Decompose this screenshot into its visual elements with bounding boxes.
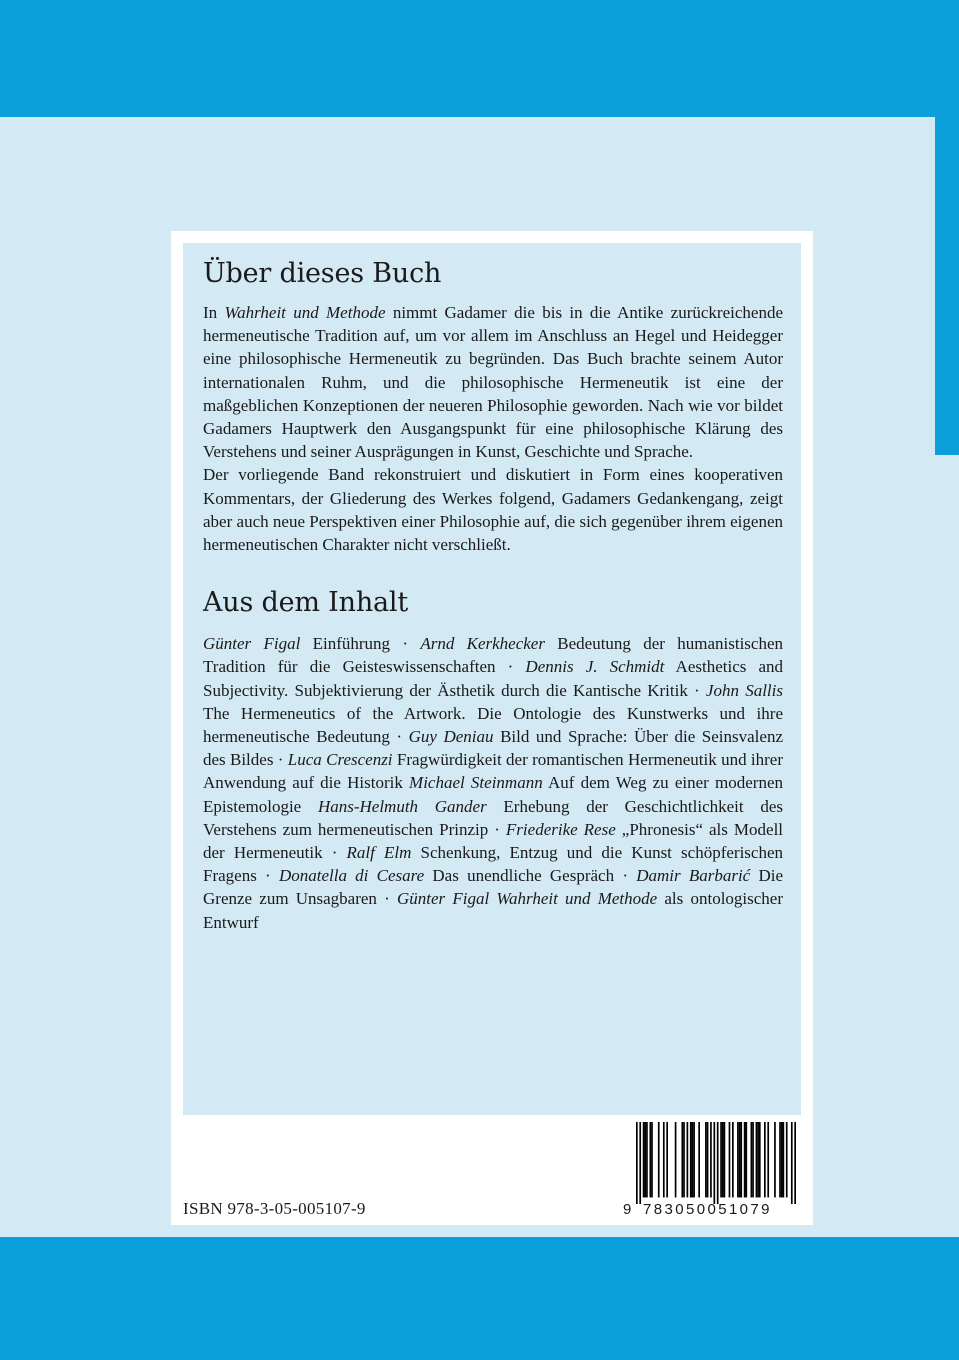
barcode-bar bbox=[690, 1122, 692, 1197]
barcode-bar bbox=[729, 1122, 731, 1197]
barcode-bar bbox=[705, 1122, 707, 1197]
entry-title: Aesthetics and Subjectivity. Subjektivierung der Ästhetik durch die Kantische Kritik · bbox=[203, 657, 784, 700]
contents-heading: Aus dem Inhalt bbox=[203, 587, 408, 619]
entry-title: Einführung · bbox=[300, 634, 421, 654]
about-paragraph-2: Der vorliegende Band rekonstruiert und diskutiert in Form eines kooperativen Kommentars, der Gliederung des Werkes folgend, Gadamers Gedankengang, zeigt aber auch neue Perspektiven einer Philosophie auf, die sich gegenüber ihrem eigenen hermeneutischen Charakter nicht verschließt. bbox=[203, 465, 783, 555]
barcode-bar bbox=[774, 1122, 776, 1197]
entry-title: „Phronesis“ als Modell der Hermeneutik · bbox=[203, 819, 784, 863]
spine-color-strip bbox=[935, 117, 959, 455]
barcode-bar bbox=[781, 1122, 783, 1197]
barcode-bar bbox=[759, 1122, 761, 1197]
barcode-bar bbox=[698, 1122, 700, 1197]
barcode-bar bbox=[724, 1122, 726, 1197]
entry-author: Luca Crescenzi bbox=[287, 750, 393, 770]
entry-title: Bild und Sprache: Über die Seinsvalenz des Bildes · bbox=[203, 727, 783, 770]
barcode-bar bbox=[752, 1122, 754, 1197]
barcode-bar bbox=[658, 1122, 660, 1197]
bottom-color-band bbox=[0, 1237, 959, 1360]
about-paragraph-1 bbox=[203, 301, 783, 463]
barcode-bar bbox=[722, 1122, 724, 1197]
barcode-bar bbox=[767, 1122, 769, 1197]
entry-author: Michael Steinmann bbox=[409, 773, 543, 793]
barcode-bar bbox=[740, 1122, 742, 1197]
entry-title: Erhebung der Geschichtlichkeit des Verstehens zum hermeneutischen Prinzip · bbox=[203, 796, 783, 839]
barcode-bar bbox=[720, 1122, 722, 1197]
work-title: Wahrheit und Methode bbox=[496, 889, 658, 909]
barcode-bar bbox=[764, 1122, 766, 1197]
barcode-bar bbox=[646, 1122, 648, 1197]
entry-title: Schenkung, Entzug und die Kunst schöpferischen Fragens · bbox=[203, 843, 783, 886]
barcode-digit-groups: 783050051079 bbox=[643, 1201, 772, 1218]
barcode-bar bbox=[643, 1122, 645, 1197]
entry-title: The Hermeneutics of the Artwork. Die Ontologie des Kunstwerks und ihre hermeneutische Bedeutung · bbox=[203, 703, 783, 747]
entry-author: John Sallis bbox=[705, 680, 783, 700]
barcode-bar bbox=[710, 1122, 712, 1197]
entry-author: Damir Barbarić bbox=[636, 866, 751, 886]
barcode-bar bbox=[757, 1122, 759, 1197]
entry-author: Günter Figal bbox=[203, 634, 301, 654]
barcode-bar bbox=[649, 1122, 651, 1197]
barcode-bar bbox=[745, 1122, 747, 1197]
entry-title: Das unendliche Gespräch · bbox=[424, 866, 637, 886]
barcode-bar bbox=[717, 1122, 719, 1204]
entry-title: Auf dem Weg zu einer modernen Epistemologie bbox=[203, 773, 783, 816]
barcode-bar bbox=[779, 1122, 781, 1197]
barcode-bar bbox=[644, 1122, 646, 1197]
barcode-bar bbox=[687, 1122, 689, 1197]
entry-title: Fragwürdigkeit der romantischen Hermeneutik und ihrer Anwendung auf die Historik bbox=[203, 750, 783, 793]
entry-title: Die Grenze zum Unsagbaren · bbox=[203, 866, 784, 909]
contents-entry bbox=[279, 866, 636, 885]
barcode-bar bbox=[737, 1122, 739, 1197]
barcode-bar bbox=[692, 1122, 694, 1197]
barcode-bar bbox=[666, 1122, 668, 1197]
about-heading: Über dieses Buch bbox=[203, 258, 442, 289]
barcode-bar bbox=[675, 1122, 677, 1197]
barcode-bar bbox=[732, 1122, 734, 1197]
entry-author: Günter Figal bbox=[397, 889, 490, 909]
barcode-digits bbox=[621, 1200, 801, 1220]
barcode bbox=[621, 1118, 801, 1221]
barcode-bar bbox=[713, 1122, 715, 1204]
work-title: Wahrheit und Methode bbox=[224, 303, 386, 322]
barcode-bar bbox=[756, 1122, 758, 1197]
entry-author: Hans-Helmuth Gander bbox=[317, 796, 487, 816]
barcode-bar bbox=[651, 1122, 653, 1197]
barcode-bar bbox=[783, 1122, 785, 1197]
barcode-bar bbox=[739, 1122, 741, 1197]
barcode-bar bbox=[744, 1122, 746, 1197]
isbn-label: ISBN 978-3-05-005107-9 bbox=[183, 1199, 366, 1218]
entry-author: Ralf Elm bbox=[346, 843, 412, 863]
entry-author: Friederike Rese bbox=[505, 819, 616, 839]
entry-author: Guy Deniau bbox=[408, 727, 494, 747]
barcode-bar bbox=[791, 1122, 793, 1204]
top-color-band bbox=[0, 0, 959, 117]
barcode-bars bbox=[636, 1122, 796, 1204]
barcode-bar bbox=[693, 1122, 695, 1197]
entry-title: als ontologischer Entwurf bbox=[203, 889, 784, 932]
barcode-bar bbox=[663, 1122, 665, 1197]
entry-author: Donatella di Cesare bbox=[278, 866, 425, 886]
contents-entry bbox=[203, 634, 420, 653]
barcode-bar bbox=[707, 1122, 709, 1197]
barcode-bar bbox=[636, 1122, 638, 1204]
barcode-bar bbox=[786, 1122, 788, 1197]
blurb-content bbox=[203, 255, 783, 934]
entry-author: Dennis J. Schmidt bbox=[525, 657, 665, 677]
entry-author: Arnd Kerkhecker bbox=[420, 634, 545, 654]
contents-list bbox=[203, 632, 783, 934]
barcode-bar bbox=[751, 1122, 753, 1197]
about-p1-intro: In bbox=[203, 303, 225, 322]
barcode-bar bbox=[681, 1122, 683, 1197]
entry-title: Bedeutung der humanistischen Tradition für die Geisteswissenschaften · bbox=[203, 634, 784, 677]
barcode-first-digit: 9 bbox=[623, 1201, 634, 1218]
barcode-bar bbox=[683, 1122, 685, 1197]
barcode-bar bbox=[794, 1122, 796, 1204]
about-p1-text: nimmt Gadamer die bis in die Antike zurückreichende hermeneutische Tradition auf, um vor allem im Anschluss an Hegel und Heidegger eine philosophische Hermeneutik zu begründen. Das Buch brachte seinem Autor internationalen Ruhm, und die philosophische Hermeneutik ist eine der maßgeblichen Konzeptionen der neueren Philosophie geworden. Nach wie vor bildet Gadamers Hauptwerk den Ausgangspunkt für eine philosophische Klärung des Verstehens und seiner Ausprägungen in Kunst, Geschichte und Sprache. bbox=[203, 303, 783, 462]
barcode-bar bbox=[639, 1122, 641, 1204]
